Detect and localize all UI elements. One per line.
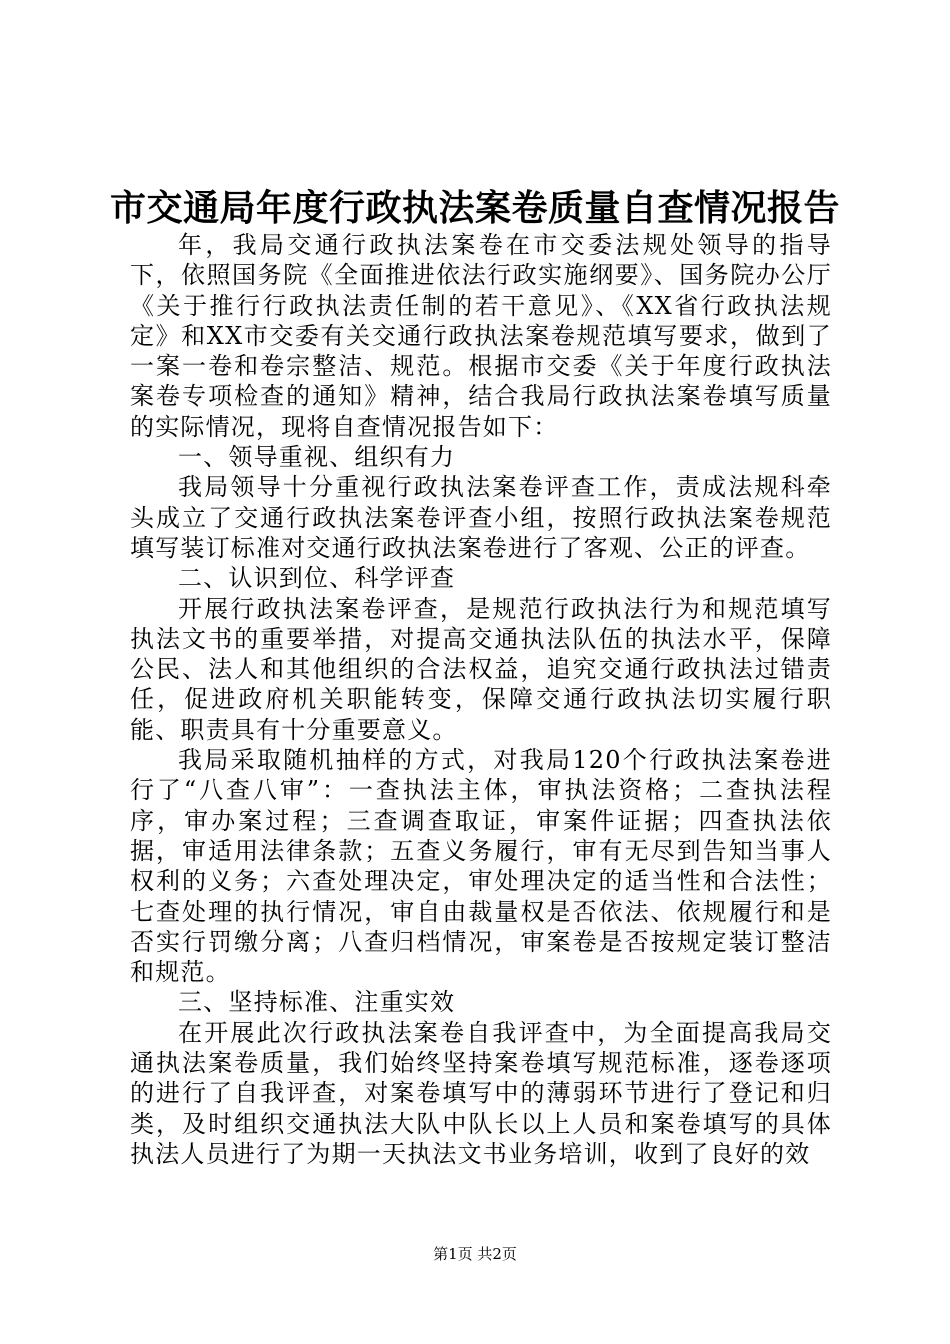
page-number-footer: 第1页 共2页: [433, 1245, 517, 1263]
section-heading-1: 一、领导重视、组织有力: [178, 443, 456, 472]
section-2-paragraph-1: 开展行政执法案卷评查，是规范行政执法行为和规范填写执法文书的重要举措，对提高交通执法队伍的执法水平，保障公民、法人和其他组织的合法权益，追究交通行政执法过错责任，促进政府机关职能转变，保障交通行政执法切实履行职能、职责具有十分重要意义。: [130, 594, 832, 744]
section-1-paragraph: 我局领导十分重视行政执法案卷评查工作，责成法规科牵头成立了交通行政执法案卷评查小组，按照行政执法案卷规范填写装订标准对交通行政执法案卷进行了客观、公正的评查。: [130, 473, 832, 562]
document-title: 市交通局年度行政执法案卷质量自查情况报告: [109, 187, 840, 229]
document-body: [130, 230, 832, 1169]
section-2-paragraph-2: 我局采取随机抽样的方式，对我局120个行政执法案卷进行了“八查八审”：一查执法主体，审执法资格；二查执法程序，审办案过程；三查调查取证，审案件证据；四查执法依据，审适用法律条款；五查义务履行，审有无尽到告知当事人权利的义务；六查处理决定，审处理决定的适当性和合法性；七查处理的执行情况，审自由裁量权是否依法、依规履行和是否实行罚缴分离；八查归档情况，审案卷是否按规定装订整洁和规范。: [130, 746, 832, 987]
section-heading-2: 二、认识到位、科学评查: [178, 564, 456, 593]
intro-paragraph: 年，我局交通行政执法案卷在市交委法规处领导的指导下，依照国务院《全面推进依法行政实施纲要》、国务院办公厅《关于推行行政执法责任制的若干意见》、《XX省行政执法规定》和XX市交委有关交通行政执法案卷规范填写要求，做到了一案一卷和卷宗整洁、规范。根据市交委《关于年度行政执法案卷专项检查的通知》精神，结合我局行政执法案卷填写质量的实际情况，现将自查情况报告如下：: [130, 231, 832, 441]
section-heading-3: 三、坚持标准、注重实效: [178, 988, 456, 1017]
section-3-paragraph: 在开展此次行政执法案卷自我评查中，为全面提高我局交通执法案卷质量，我们始终坚持案卷填写规范标准，逐卷逐项的进行了自我评查，对案卷填写中的薄弱环节进行了登记和归类，及时组织交通执法大队中队长以上人员和案卷填写的具体执法人员进行了为期一天执法文书业务培训，收到了良好的效: [130, 1018, 832, 1168]
